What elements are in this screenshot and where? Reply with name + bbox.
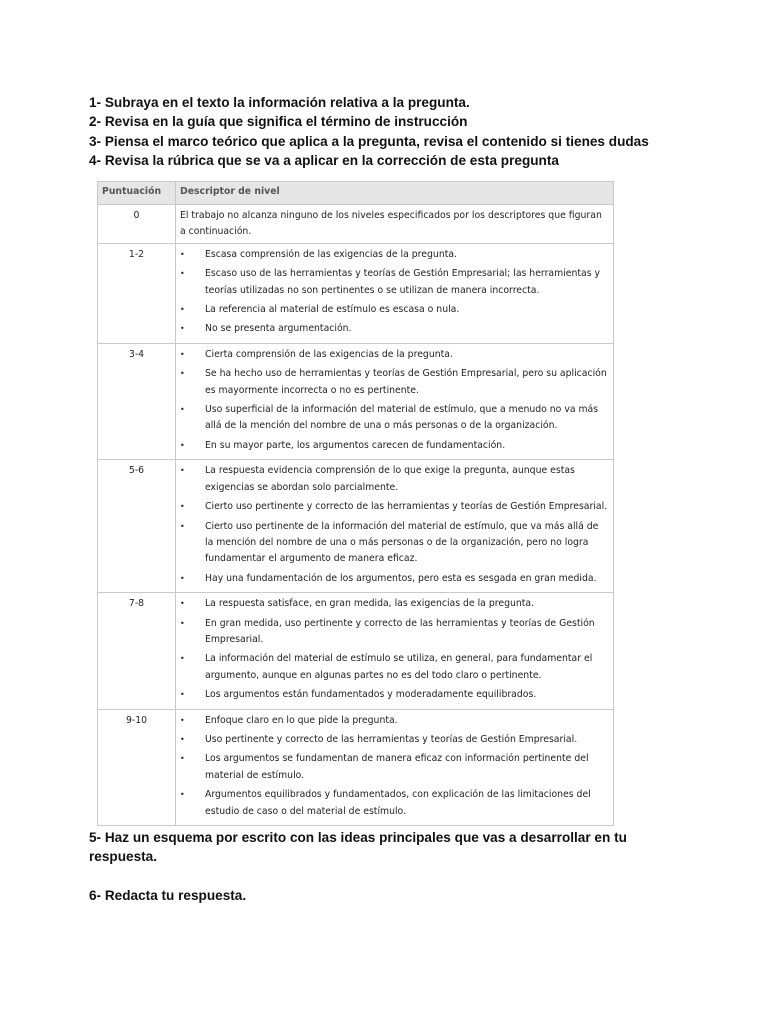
score-cell: 1-2 [98,243,176,343]
descriptor-cell [176,243,614,343]
instruction-list [89,93,729,171]
descriptor-item: • Escaso uso de las herramientas y teorías de Gestión Empresarial; las herramientas y teorías utilizadas no son pertinentes o se utilizan de manera incorrecta. [180,266,609,299]
rubric-row-5-6 [98,460,614,593]
descriptor-item: • En su mayor parte, los argumentos carecen de fundamentación. [180,438,609,454]
rubric-row-1-2 [98,243,614,343]
score-cell: 5-6 [98,460,176,593]
instruction-step-3: 3- Piensa el marco teórico que aplica a la pregunta, revisa el contenido si tienes dudas [89,133,649,149]
instruction-step-5: 5- Haz un esquema por escrito con las ideas principales que vas a desarrollar en tu respuesta. [89,830,627,865]
descriptor-cell [176,593,614,709]
descriptor-list [180,463,609,587]
score-cell: 7-8 [98,593,176,709]
descriptor-item: • Se ha hecho uso de herramientas y teorías de Gestión Empresarial, pero su aplicación es mayormente incorrecta o no es pertinente. [180,366,609,399]
descriptor-cell [176,460,614,593]
descriptor-item: • La información del material de estímulo se utiliza, en general, para fundamentar el argumento, aunque en algunas partes no es del todo claro o pertinente. [180,651,609,684]
descriptor-item: • Cierto uso pertinente y correcto de las herramientas y teorías de Gestión Empresarial. [180,499,609,515]
score-cell: 9-10 [98,709,176,825]
descriptor-cell [176,205,614,244]
instruction-step-1: 1- Subraya en el texto la información relativa a la pregunta. [89,95,470,110]
descriptor-list [180,247,609,338]
instruction-step-6: 6- Redacta tu respuesta. [89,887,247,903]
score-cell: 3-4 [98,343,176,459]
descriptor-list [180,347,609,454]
descriptor-item: • Escasa comprensión de las exigencias de la pregunta. [180,247,609,263]
descriptor-item: • La referencia al material de estímulo es escasa o nula. [180,302,609,318]
rubric-row-3-4 [98,343,614,459]
descriptor-column-header: Descriptor de nivel [176,182,614,205]
rubric-table [97,181,614,826]
descriptor-item: • No se presenta argumentación. [180,321,609,337]
descriptor-item: • Los argumentos están fundamentados y moderadamente equilibrados. [180,687,609,703]
descriptor-item: • En gran medida, uso pertinente y correcto de las herramientas y teorías de Gestión Empresarial. [180,616,609,649]
score-column-header: Puntuación [98,182,176,205]
descriptor-item: • Enfoque claro en lo que pide la pregunta. [180,713,609,729]
descriptor-list [180,713,609,820]
followup-instructions [89,828,669,905]
descriptor-item: • Argumentos equilibrados y fundamentados, con explicación de las limitaciones del estudio de caso o del material de estímulo. [180,787,609,820]
score-cell: 0 [98,205,176,244]
descriptor-item: • Los argumentos se fundamentan de manera eficaz con información pertinente del material de estímulo. [180,751,609,784]
rubric-header-row [98,182,614,205]
descriptor-cell [176,343,614,459]
descriptor-item: • La respuesta satisface, en gran medida, las exigencias de la pregunta. [180,596,609,612]
descriptor-item: • Uso pertinente y correcto de las herramientas y teorías de Gestión Empresarial. [180,732,609,748]
descriptor-item: • Cierto uso pertinente de la información del material de estímulo, que va más allá de la mención del nombre de una o más personas o de la organización, pero no logra fundamentar el argumento de manera eficaz. [180,519,609,568]
descriptor-cell [176,709,614,825]
rubric-row-0 [98,205,614,244]
instruction-step-4: 4- Revisa la rúbrica que se va a aplicar en la corrección de esta pregunta [89,153,559,169]
rubric-row-9-10 [98,709,614,825]
descriptor-item: • Cierta comprensión de las exigencias de la pregunta. [180,347,609,363]
descriptor-item: • Uso superficial de la información del material de estímulo, que a menudo no va más allá de la mención del nombre de una o más personas o de la organización. [180,402,609,435]
descriptor-item: • Hay una fundamentación de los argumentos, pero esta es sesgada en gran medida. [180,571,609,587]
descriptor-text: El trabajo no alcanza ninguno de los niveles especificados por los descriptores que figuran a continuación. [180,210,602,238]
instruction-step-2: 2- Revisa en la guía que significa el término de instrucción [89,114,468,130]
descriptor-list [180,596,609,703]
rubric-row-7-8 [98,593,614,709]
descriptor-item: • La respuesta evidencia comprensión de lo que exige la pregunta, aunque estas exigencias se abordan solo parcialmente. [180,463,609,496]
